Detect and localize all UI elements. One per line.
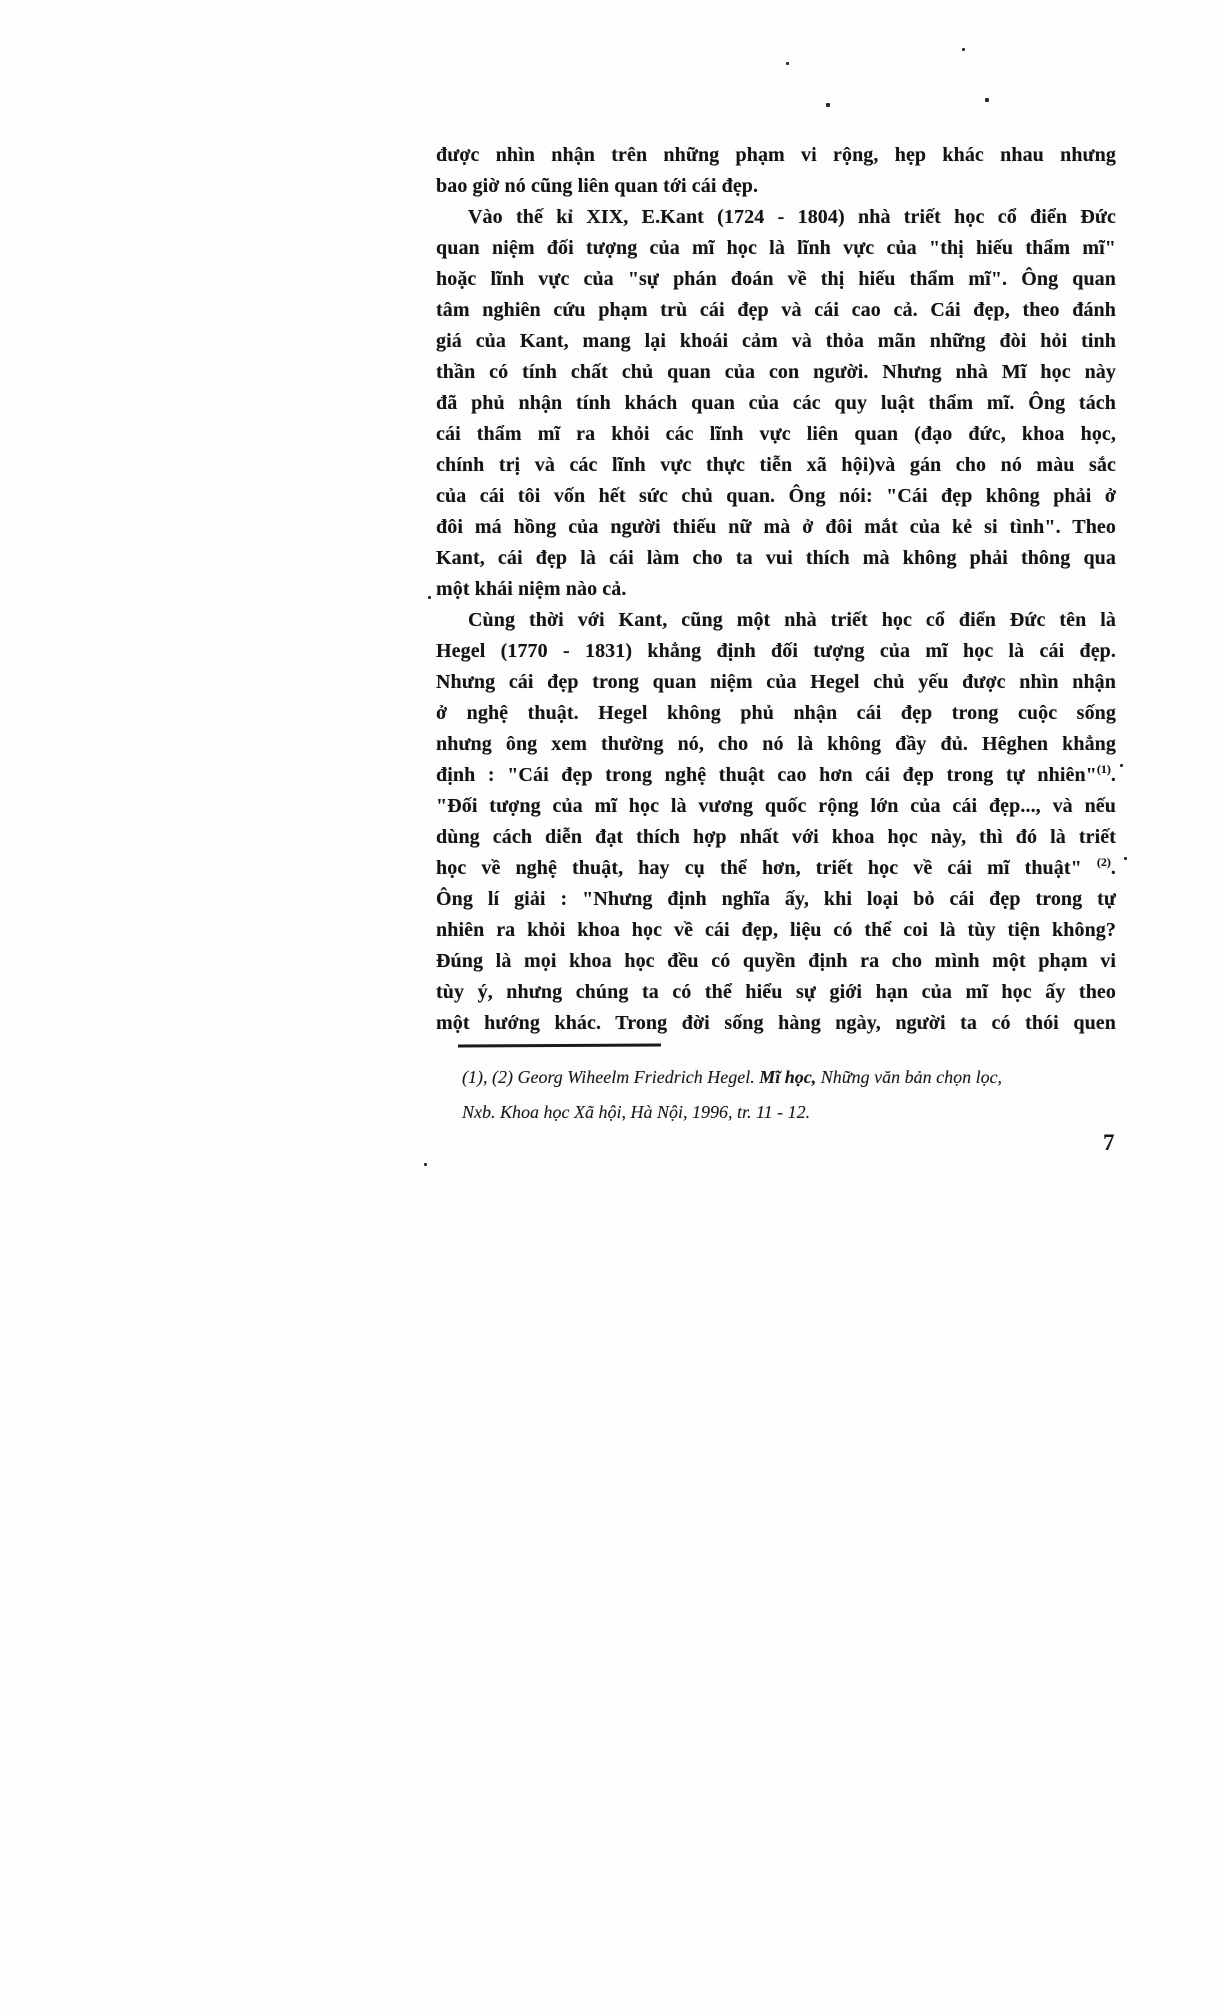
scan-speck xyxy=(1120,764,1123,767)
text-line: "Đối tượng của mĩ học là vương quốc rộng lớn của cái đẹp..., và nếu xyxy=(436,795,1116,817)
scan-speck xyxy=(985,98,989,102)
footnote-rule xyxy=(458,1044,661,1048)
text-line: cái thẩm mĩ ra khỏi các lĩnh vực liên quan (đạo đức, khoa học, xyxy=(436,423,1116,445)
text-line: tâm nghiên cứu phạm trù cái đẹp và cái cao cả. Cái đẹp, theo đánh xyxy=(436,299,1116,321)
text-line: Nhưng cái đẹp trong quan niệm của Hegel chủ yếu được nhìn nhận xyxy=(436,671,1116,693)
scan-speck xyxy=(962,48,965,51)
text-line: Vào thế kỉ XIX, E.Kant (1724 - 1804) nhà triết học cổ điển Đức xyxy=(468,206,1116,228)
text-line: một hướng khác. Trong đời sống hàng ngày, người ta có thói quen xyxy=(436,1012,1116,1034)
text-line: tùy ý, nhưng chúng ta có thể hiểu sự giới hạn của mĩ học ấy theo xyxy=(436,981,1116,1003)
text-line: Kant, cái đẹp là cái làm cho ta vui thích mà không phải thông qua xyxy=(436,547,1116,569)
scan-speck xyxy=(786,62,789,65)
text-line: nhưng ông xem thường nó, cho nó là không đầy đủ. Hêghen khẳng xyxy=(436,733,1116,755)
text-line: bao giờ nó cũng liên quan tới cái đẹp. xyxy=(436,175,759,197)
text-line: hoặc lĩnh vực của "sự phán đoán về thị hiếu thẩm mĩ". Ông quan xyxy=(436,268,1116,290)
text-line: Ông lí giải : "Nhưng định nghĩa ấy, khi loại bỏ cái đẹp trong tự xyxy=(436,888,1116,910)
scan-speck xyxy=(826,103,830,107)
text-line: Hegel (1770 - 1831) khẳng định đối tượng của mĩ học là cái đẹp. xyxy=(436,640,1116,662)
body-text-block xyxy=(436,140,1116,1039)
text-line: ở nghệ thuật. Hegel không phủ nhận cái đẹp trong cuộc sống xyxy=(436,702,1116,724)
text-line: dùng cách diễn đạt thích hợp nhất với khoa học này, thì đó là triết xyxy=(436,826,1116,848)
footnote-line: (1), (2) Georg Wiheelm Friedrich Hegel. Mĩ học, Những văn bản chọn lọc, xyxy=(462,1067,1003,1087)
text-line: một khái niệm nào cả. xyxy=(436,578,627,600)
footnote-ref: (1) xyxy=(1096,762,1111,776)
text-line: thần có tính chất chủ quan của con người. Nhưng nhà Mĩ học này xyxy=(436,361,1116,383)
footnote-ref: (2) xyxy=(1096,855,1111,869)
text-line: đã phủ nhận tính khách quan của các quy luật thẩm mĩ. Ông tách xyxy=(436,392,1116,414)
text-line: nhiên ra khỏi khoa học về cái đẹp, liệu có thể coi là tùy tiện không? xyxy=(436,919,1116,941)
text-line: chính trị và các lĩnh vực thực tiễn xã hội)và gán cho nó màu sắc xyxy=(436,454,1116,476)
text-line: của cái tôi vốn hết sức chủ quan. Ông nói: "Cái đẹp không phải ở xyxy=(436,485,1116,507)
text-line: Đúng là mọi khoa học đều có quyền định ra cho mình một phạm vi xyxy=(436,950,1116,972)
scan-speck xyxy=(1124,857,1127,860)
page-number: 7 xyxy=(1103,1130,1115,1155)
text-line: định : "Cái đẹp trong nghệ thuật cao hơn cái đẹp trong tự nhiên"$^{(1)}$. xyxy=(436,762,1116,786)
scan-speck xyxy=(428,596,431,599)
text-line: đôi má hồng của người thiếu nữ mà ở đôi mắt của kẻ si tình". Theo xyxy=(436,516,1116,538)
footnote-block xyxy=(462,1060,1118,1130)
text-line: quan niệm đối tượng của mĩ học là lĩnh vực của "thị hiếu thẩm mĩ" xyxy=(436,237,1116,259)
text-line: giá của Kant, mang lại khoái cảm và thỏa mãn những đòi hỏi tinh xyxy=(436,330,1116,352)
text-line: Cùng thời với Kant, cũng một nhà triết học cổ điển Đức tên là xyxy=(468,609,1116,631)
scan-speck xyxy=(424,1163,427,1166)
footnote-line: Nxb. Khoa học Xã hội, Hà Nội, 1996, tr. 11 - 12. xyxy=(462,1102,811,1122)
text-line: học về nghệ thuật, hay cụ thể hơn, triết học về cái mĩ thuật" $^{(2)}$. xyxy=(436,855,1116,879)
text-line: được nhìn nhận trên những phạm vi rộng, hẹp khác nhau nhưng xyxy=(436,144,1116,166)
